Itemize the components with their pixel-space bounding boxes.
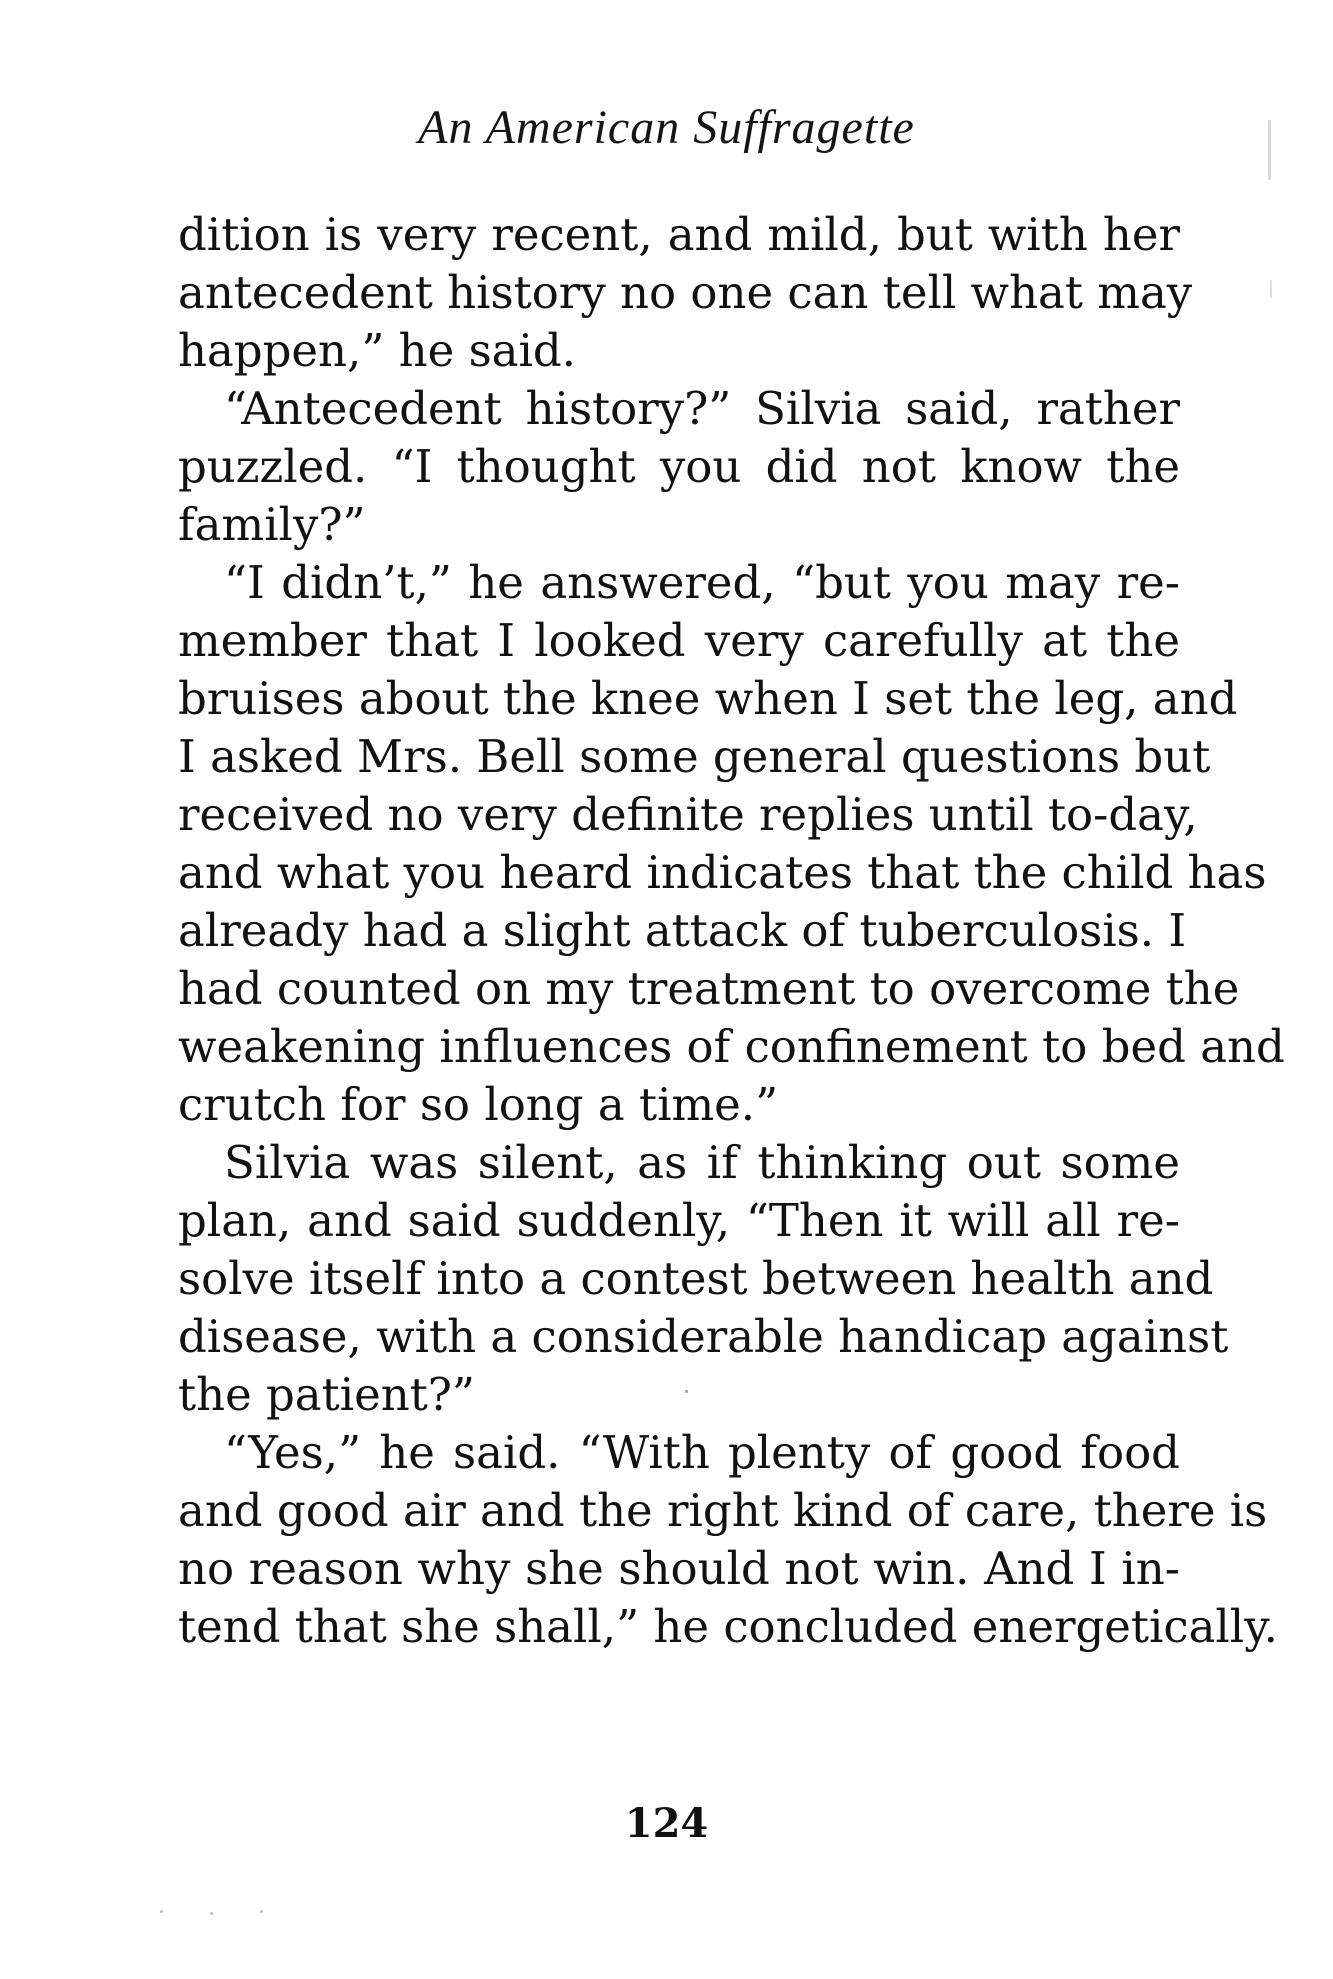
scan-speck: [1270, 280, 1272, 298]
text-line: “I didn’t,” he answered, “but you may re-: [224, 556, 1180, 609]
text-line: had counted on my treatment to overcome the: [178, 962, 1240, 1015]
scan-speck: [685, 1390, 688, 1393]
body-text: [178, 206, 1285, 1656]
scan-speck: [160, 1910, 163, 1913]
text-line: solve itself into a contest between health and: [178, 1252, 1214, 1305]
text-line: “Antecedent history?” Silvia said, rather: [224, 382, 1180, 435]
scan-speck: [210, 1912, 213, 1915]
text-line: disease, with a considerable handicap against: [178, 1310, 1229, 1363]
running-head: An American Suffragette: [418, 101, 915, 154]
text-line: crutch for so long a time.”: [178, 1078, 779, 1131]
text-line: family?”: [178, 498, 366, 551]
page-number: 124: [624, 1800, 709, 1847]
text-line: the patient?”: [178, 1368, 475, 1421]
text-line: received no very definite replies until to-day,: [178, 788, 1198, 841]
text-line: “Yes,” he said. “With plenty of good food: [224, 1426, 1180, 1479]
text-line: happen,” he said.: [178, 324, 576, 377]
scan-speck: [1268, 120, 1271, 180]
text-line: and what you heard indicates that the child has: [178, 846, 1267, 899]
text-line: no reason why she should not win. And I in-: [178, 1542, 1180, 1595]
text-line: and good air and the right kind of care, there is: [178, 1484, 1268, 1537]
text-line: I asked Mrs. Bell some general questions but: [178, 730, 1211, 783]
text-line: bruises about the knee when I set the leg, and: [178, 672, 1238, 725]
text-line: Silvia was silent, as if thinking out some: [224, 1136, 1180, 1189]
text-line: plan, and said suddenly, “Then it will all re-: [178, 1194, 1180, 1247]
text-line: already had a slight attack of tuberculosis. I: [178, 904, 1187, 957]
text-line: puzzled. “I thought you did not know the: [178, 440, 1180, 493]
text-line: member that I looked very carefully at the: [178, 614, 1180, 667]
text-line: weakening influences of confinement to bed and: [178, 1020, 1285, 1073]
text-line: antecedent history no one can tell what may: [178, 266, 1193, 319]
text-line: tend that she shall,” he concluded energetically.: [178, 1600, 1278, 1653]
text-line: dition is very recent, and mild, but with her: [178, 208, 1180, 261]
scan-speck: [260, 1910, 263, 1913]
